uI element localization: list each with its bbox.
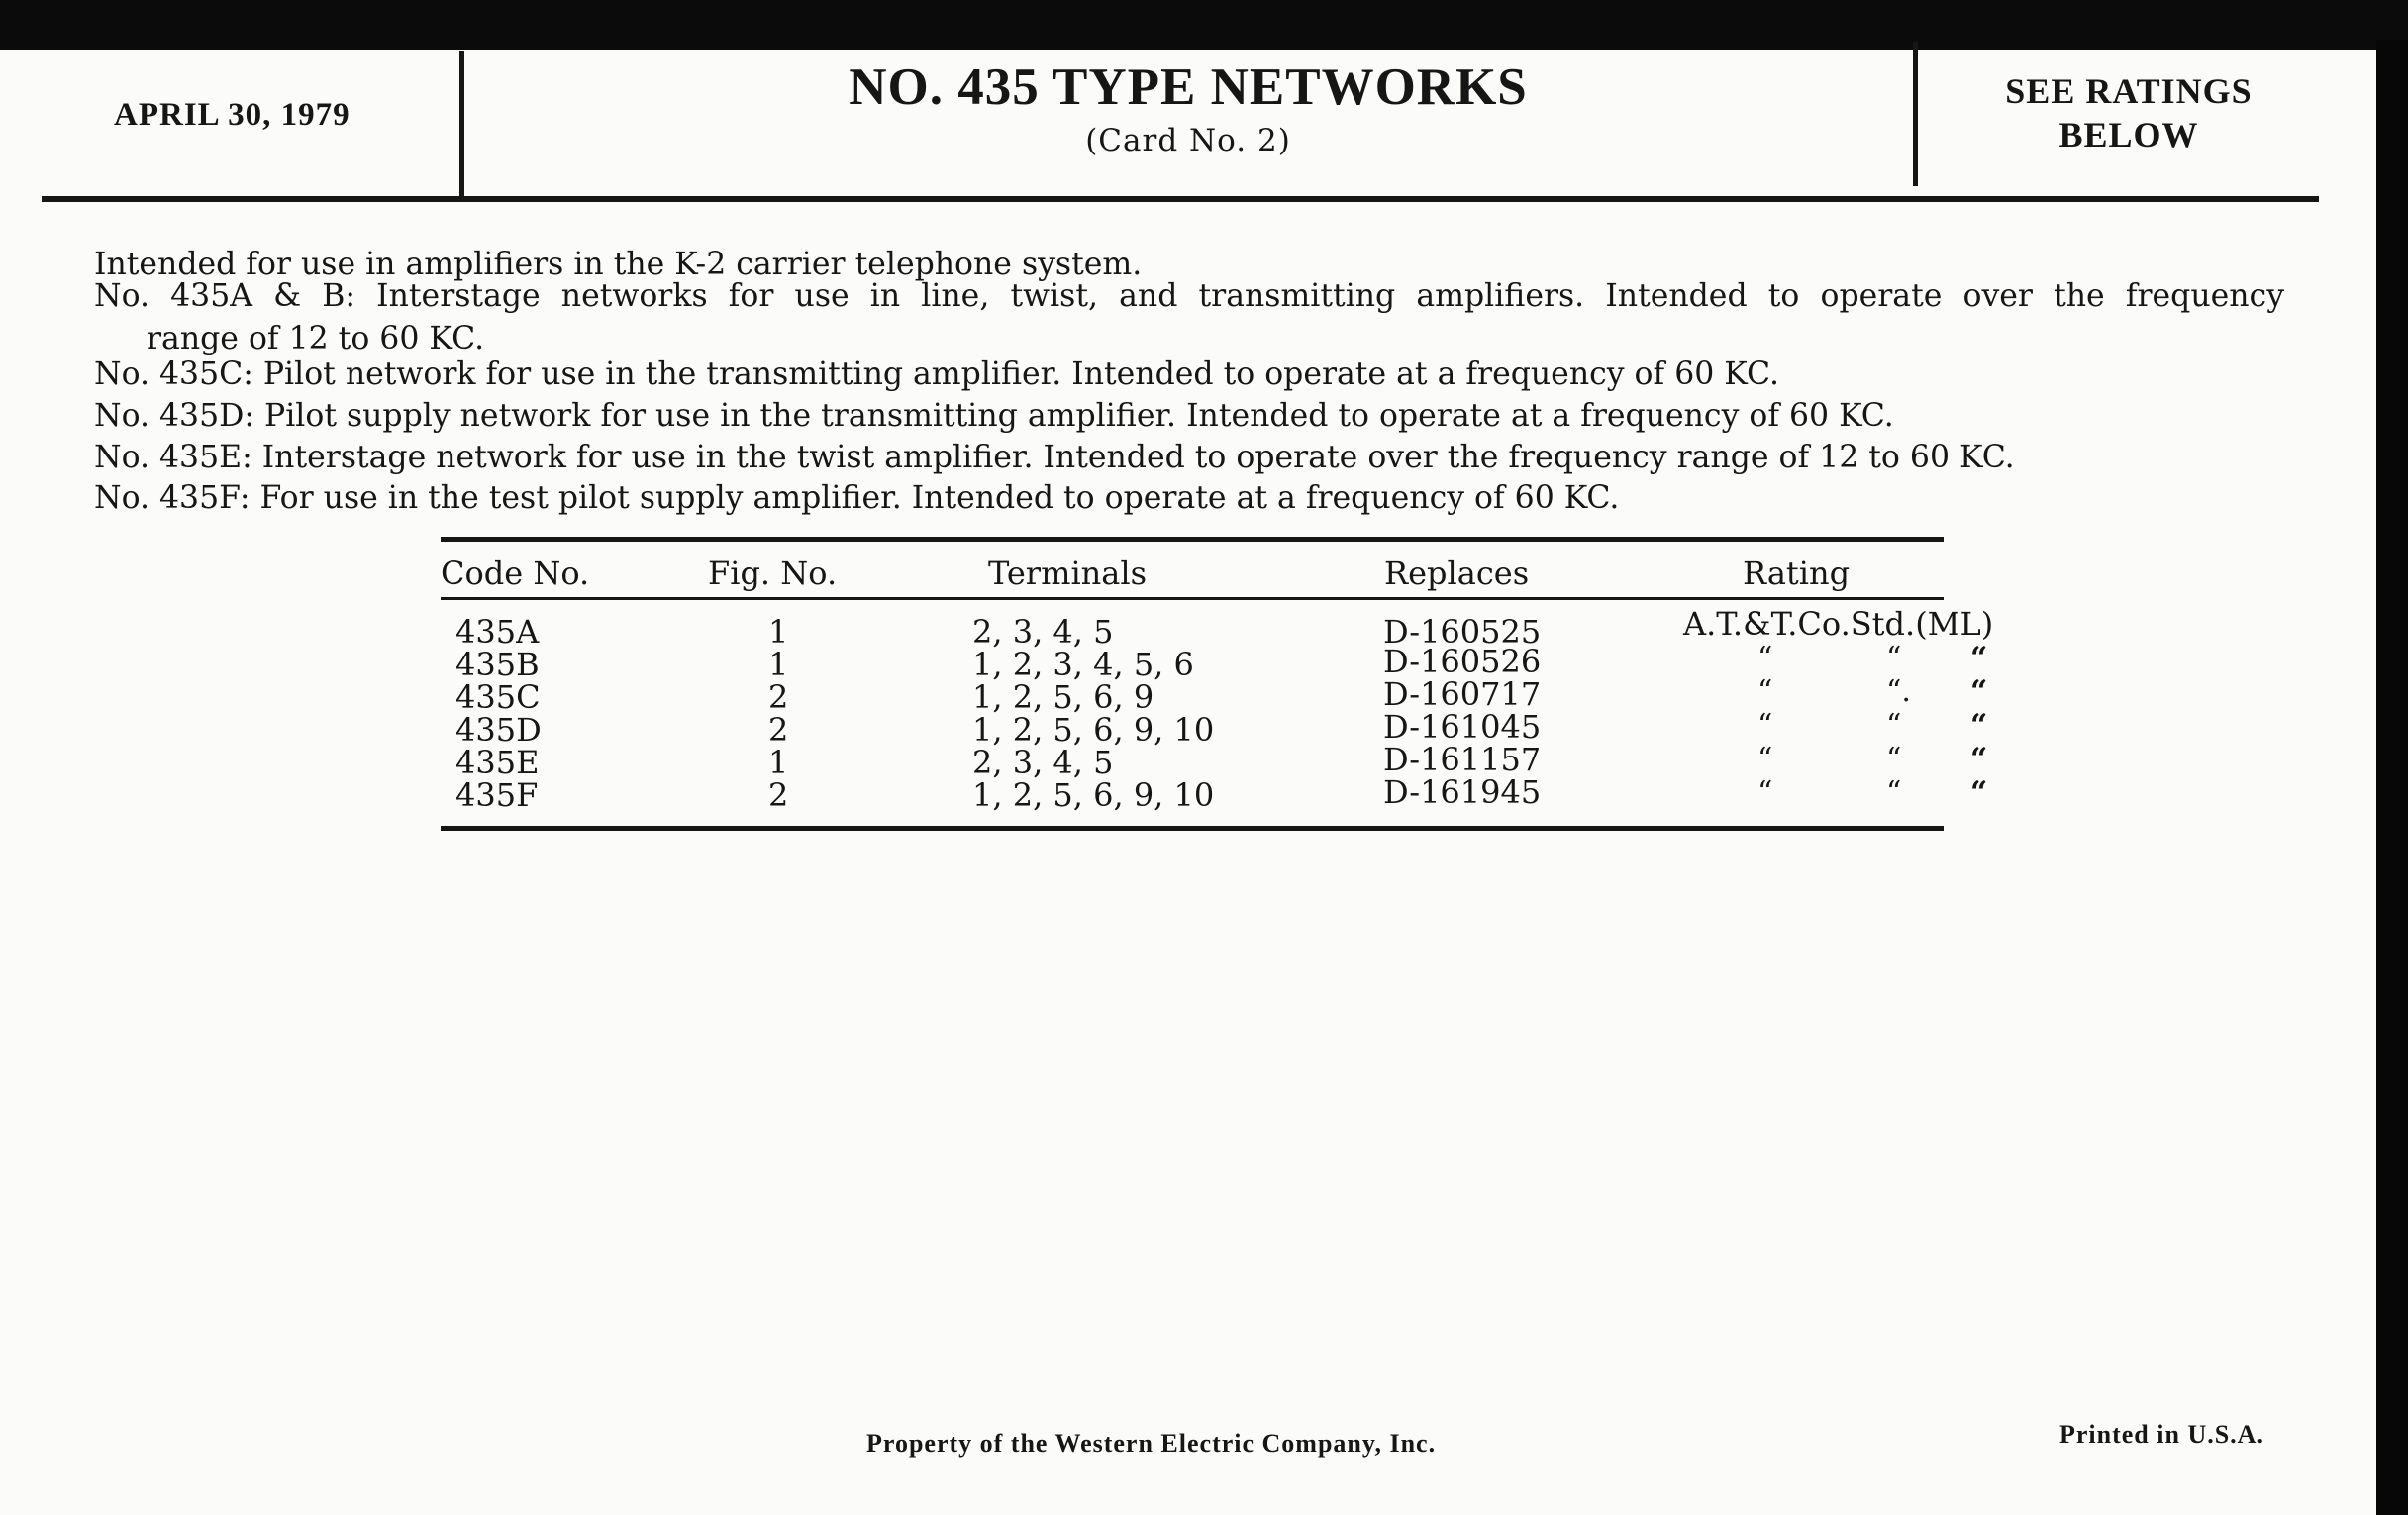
cell-rating: A.T.&T.Co.Std.(ML)	[1683, 605, 1994, 643]
table-bottom-rule	[441, 826, 1944, 831]
ditto-mark: “	[1886, 775, 1902, 810]
col-header-fig: Fig. No.	[708, 555, 838, 592]
ditto-mark: “	[1970, 775, 1988, 810]
cell-terminals: 1, 2, 5, 6, 9, 10	[972, 776, 1215, 814]
cell-fig: 1	[768, 613, 789, 651]
cell-code: 435D	[455, 711, 542, 749]
cell-replaces: D-161945	[1383, 773, 1542, 811]
description-435e: No. 435E: Interstage network for use in the twist amplifier. Intended to operate over the frequency range of 12 to 60 KC.	[94, 440, 2015, 475]
cell-terminals: 1, 2, 5, 6, 9	[972, 678, 1154, 716]
ratings-note	[1921, 69, 2337, 156]
cell-replaces: D-160717	[1383, 675, 1542, 713]
ditto-mark: “	[1757, 641, 1773, 675]
card-title: NO. 435 TYPE NETWORKS	[849, 58, 1528, 116]
cell-terminals: 1, 2, 5, 6, 9, 10	[972, 711, 1215, 749]
description-intro: Intended for use in amplifiers in the K-2 carrier telephone system.	[94, 247, 1143, 282]
cell-fig: 2	[768, 711, 789, 749]
col-header-terminals: Terminals	[988, 555, 1148, 592]
description-435c: No. 435C: Pilot network for use in the transmitting amplifier. Intended to operate at a frequency of 60 KC.	[94, 356, 1779, 392]
cell-code: 435E	[455, 744, 540, 781]
printed-notice: Printed in U.S.A.	[2059, 1420, 2264, 1449]
description-435ab-cont: range of 12 to 60 KC.	[147, 321, 485, 356]
cell-fig: 2	[768, 776, 789, 814]
cell-replaces: D-161157	[1383, 741, 1542, 778]
description-435f: No. 435F: For use in the test pilot supply amplifier. Intended to operate at a frequency of 60 KC.	[94, 480, 1620, 516]
ditto-mark: “	[1970, 708, 1988, 743]
property-notice: Property of the Western Electric Company, Inc.	[866, 1429, 1437, 1458]
description-435ab: No. 435A & B: Interstage networks for use in line, twist, and transmitting amplifiers. Intended to operate over the frequency	[94, 278, 2284, 314]
cell-code: 435C	[455, 678, 541, 716]
cell-code: 435A	[455, 613, 540, 651]
cell-code: 435F	[455, 776, 539, 814]
ditto-mark: “	[1886, 641, 1902, 675]
ditto-mark: “	[1757, 708, 1773, 743]
cell-fig: 1	[768, 646, 789, 683]
col-header-replaces: Replaces	[1384, 555, 1530, 592]
cell-terminals: 2, 3, 4, 5	[972, 744, 1114, 781]
table-header-rule	[441, 597, 1944, 600]
ratings-note-line-2: BELOW	[2058, 115, 2199, 154]
header-divider-left	[459, 51, 464, 196]
card-date: APRIL 30, 1979	[114, 97, 351, 133]
card-subtitle: (Card No. 2)	[1085, 123, 1291, 158]
cell-code: 435B	[455, 646, 540, 683]
col-header-code: Code No.	[441, 555, 590, 592]
ditto-mark: “	[1886, 708, 1902, 743]
ditto-mark: “	[1970, 674, 1988, 709]
header-divider-right	[1913, 42, 1918, 186]
ditto-mark: “.	[1886, 674, 1911, 709]
ditto-mark: “	[1886, 742, 1902, 776]
cell-fig: 2	[768, 678, 789, 716]
cell-replaces: D-160526	[1383, 643, 1542, 680]
cell-fig: 1	[768, 744, 789, 781]
ditto-mark: “	[1757, 674, 1773, 709]
ditto-mark: “	[1970, 641, 1988, 675]
cell-terminals: 2, 3, 4, 5	[972, 613, 1114, 651]
cell-terminals: 1, 2, 3, 4, 5, 6	[972, 646, 1194, 683]
ditto-mark: “	[1757, 775, 1773, 810]
table-top-rule	[441, 537, 1944, 542]
card-edge-shadow	[2376, 40, 2408, 1515]
description-435d: No. 435D: Pilot supply network for use in the transmitting amplifier. Intended to operate at a frequency of 60 KC.	[94, 398, 1894, 434]
ditto-mark: “	[1757, 742, 1773, 776]
col-header-rating: Rating	[1743, 555, 1851, 592]
ratings-note-line-1: SEE RATINGS	[2005, 71, 2253, 111]
cell-replaces: D-160525	[1383, 613, 1542, 651]
cell-replaces: D-161045	[1383, 708, 1542, 746]
ditto-mark: “	[1970, 742, 1988, 776]
header-rule	[42, 196, 2319, 202]
